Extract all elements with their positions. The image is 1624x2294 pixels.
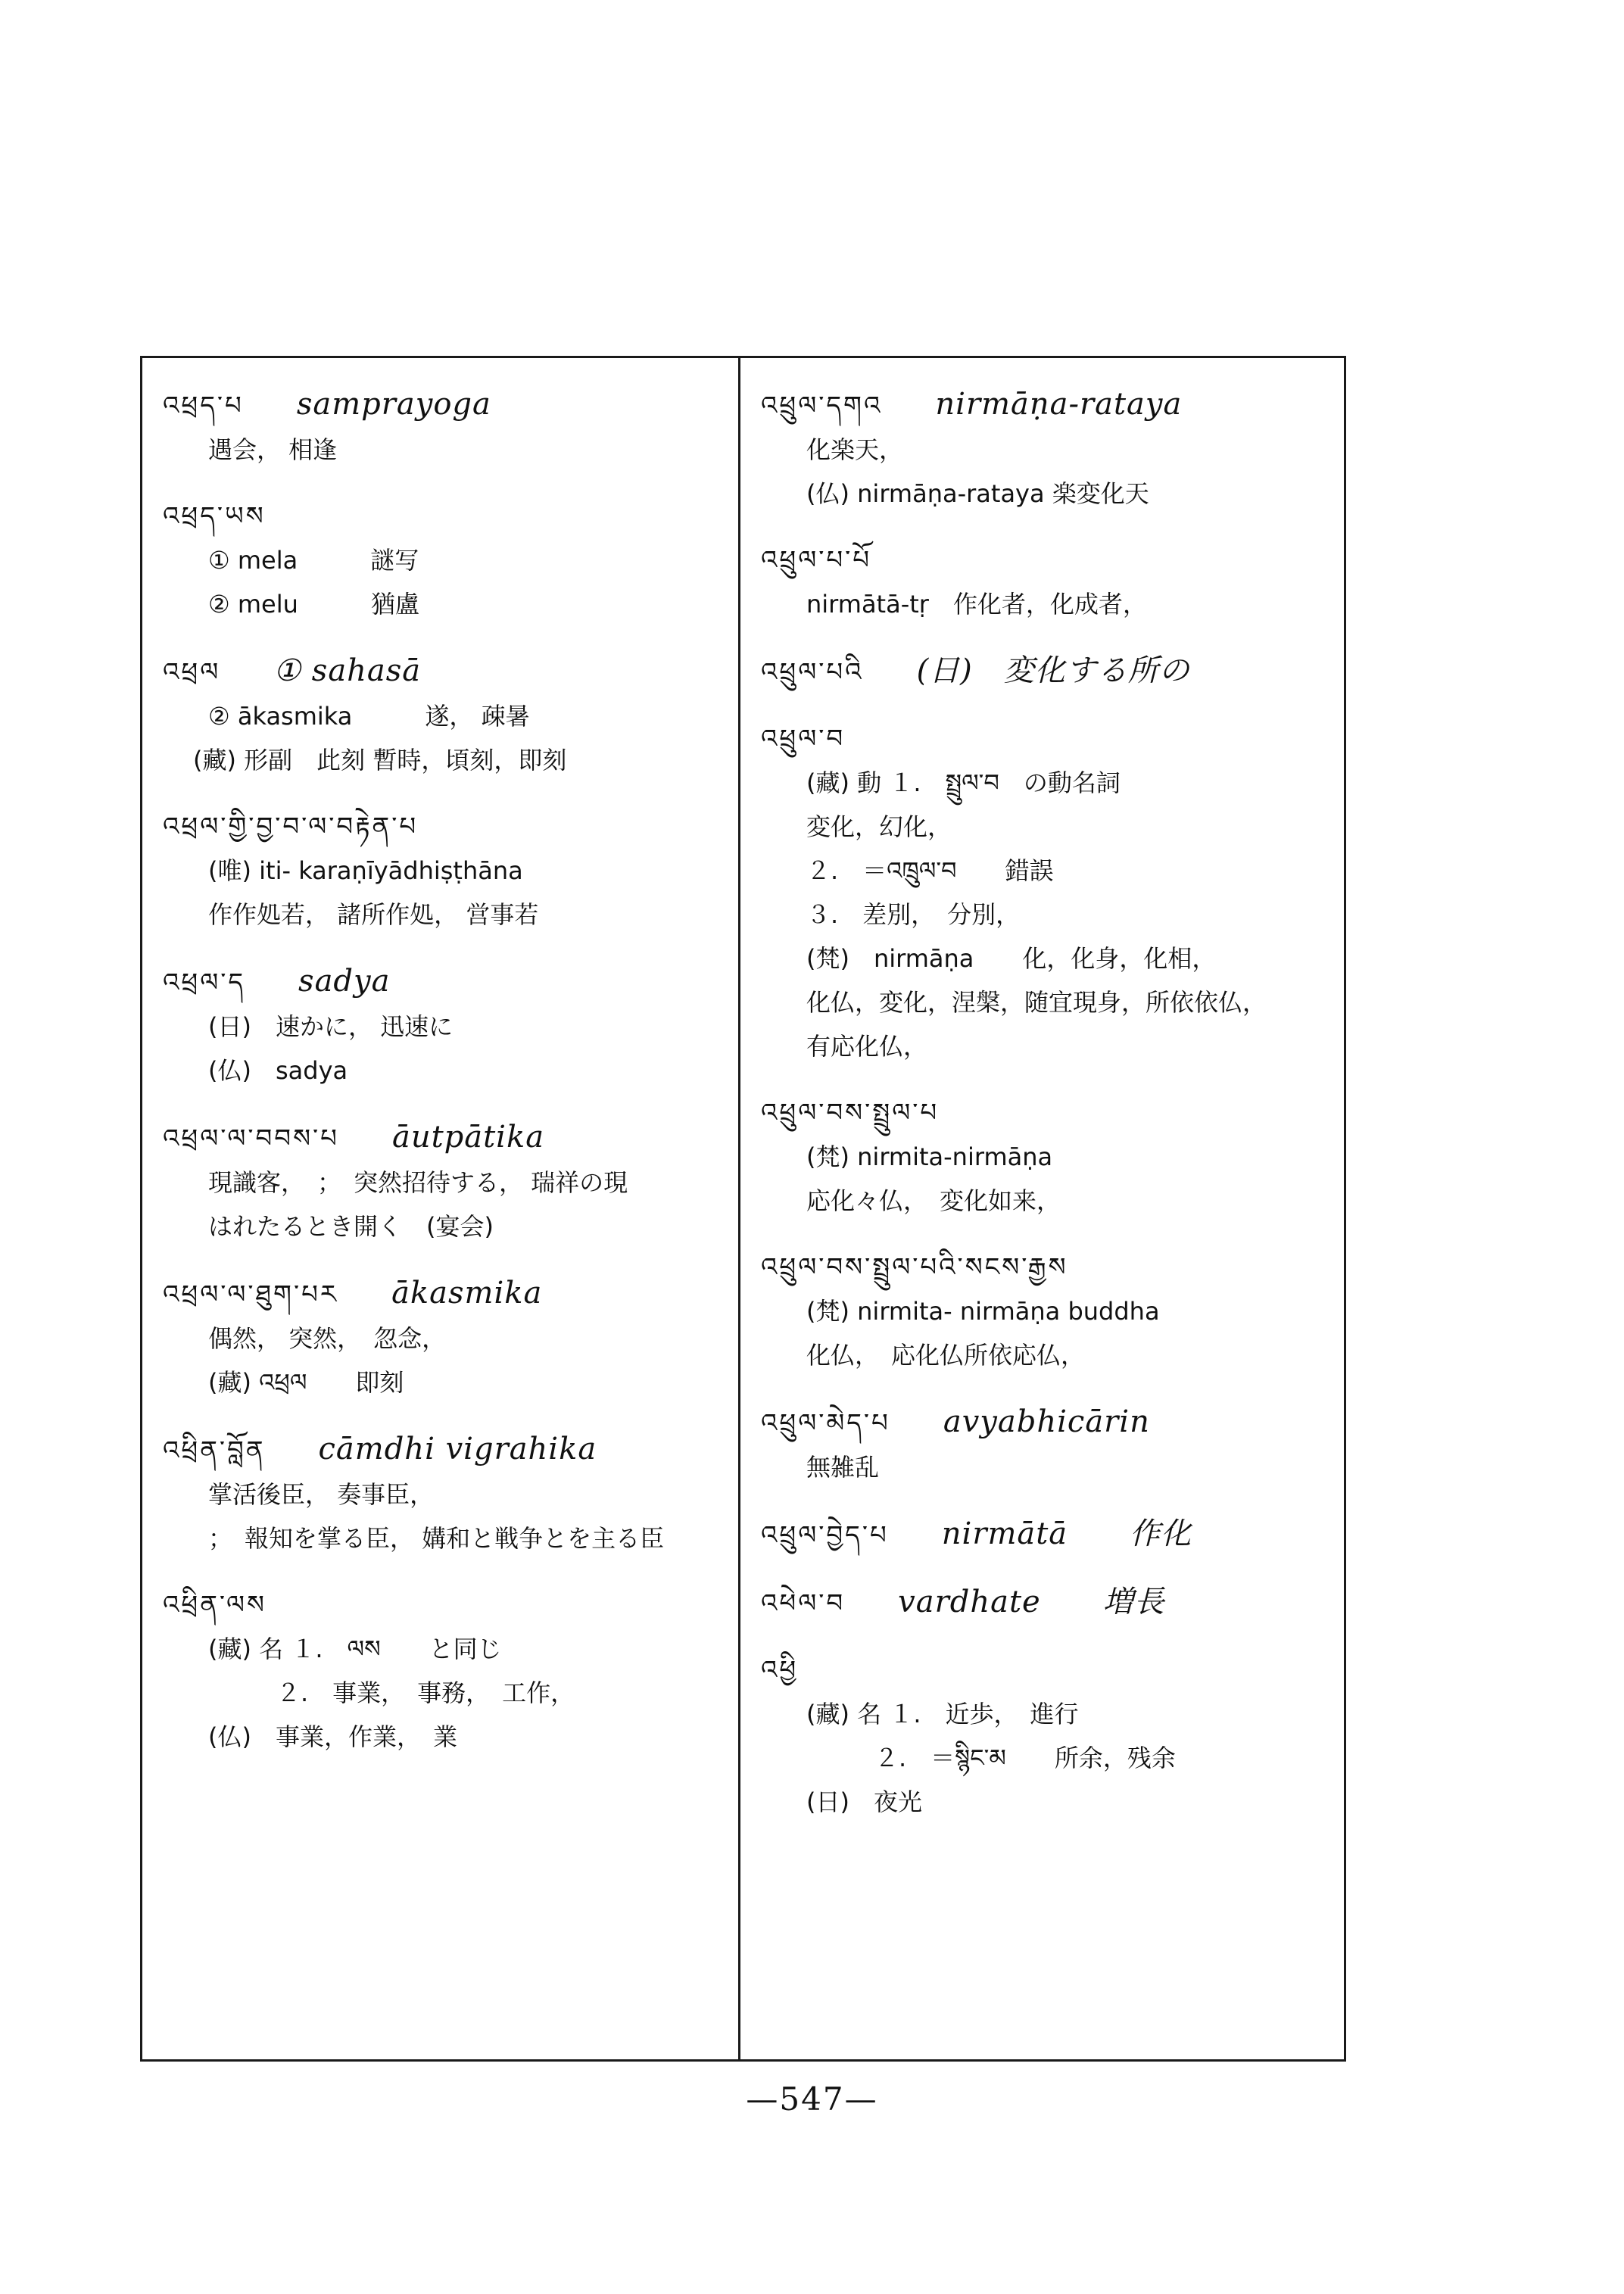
dictionary-entry bbox=[761, 538, 1336, 626]
tibetan-headword: འཕྲལ་ལ་བབས་པ bbox=[163, 1124, 339, 1154]
tibetan-headword: འཕྲད་པ bbox=[163, 391, 244, 421]
definition-line: (仏) 事業，作業， 業 bbox=[208, 1722, 457, 1751]
definition-line: ② melu 猶盧 bbox=[208, 590, 419, 619]
definition-line: (藏) འཕྲལ 即刻 bbox=[208, 1368, 404, 1397]
tibetan-headword: འཕྲུལ་པ་པོ bbox=[761, 545, 872, 575]
definition-line: 化仏，変化，涅槃，随宜現身，所依依仏， bbox=[806, 988, 1267, 1017]
definition-line: 作作処若， 諸所作処， 営事若 bbox=[208, 900, 539, 929]
dictionary-entry bbox=[163, 649, 738, 782]
definition-line: 変化，幻化， bbox=[806, 812, 952, 841]
dictionary-entry bbox=[163, 1115, 738, 1248]
definition-line: ２. ＝འཁྲུལ་བ 錯誤 bbox=[806, 856, 1054, 885]
tibetan-headword: འཕྲལ bbox=[163, 657, 221, 687]
left-column bbox=[163, 382, 738, 1781]
sanskrit-equivalent: ākasmika bbox=[391, 1276, 543, 1311]
dictionary-entry bbox=[163, 805, 738, 937]
tibetan-headword: འཕྲུལ་མེད་པ bbox=[761, 1408, 890, 1438]
definition-line: ２. ＝སྙིང་མ 所余，残余 bbox=[874, 1744, 1176, 1772]
sanskrit-equivalent: (日) 変化する所の bbox=[916, 653, 1190, 688]
dictionary-entry bbox=[163, 959, 738, 1092]
definition-line: 無雑乱 bbox=[806, 1453, 880, 1482]
definition-line: (藏) 形副 此刻 暫時，頃刻，即刻 bbox=[193, 746, 567, 775]
tibetan-headword: འཕྲལ་ལ་ཐུག་པར bbox=[163, 1279, 339, 1310]
tibetan-headword: འཕྲུལ་བས་སྤྲུལ་པ bbox=[761, 1098, 940, 1128]
dictionary-entry bbox=[163, 494, 738, 626]
dictionary-entry bbox=[163, 1583, 738, 1759]
sanskrit-equivalent: āutpātika bbox=[391, 1120, 545, 1155]
tibetan-headword: འཕྲལ་ད bbox=[163, 968, 246, 998]
sanskrit-equivalent: nirmāṇa-rataya bbox=[935, 387, 1183, 422]
definition-line: ２. 事業， 事務， 工作， bbox=[276, 1678, 575, 1707]
sanskrit-equivalent: avyabhicārin bbox=[943, 1404, 1150, 1439]
dictionary-entry bbox=[761, 649, 1336, 694]
definition-line: 化仏， 応化仏所依応仏， bbox=[806, 1341, 1086, 1370]
definition-line: (日) 夜光 bbox=[806, 1788, 922, 1816]
definition-line: 有応化仏， bbox=[806, 1032, 928, 1061]
definition-line: ② ākasmika 遂， 疎暑 bbox=[208, 702, 530, 731]
definition-line: (藏) 名 １. ལས と同じ bbox=[208, 1635, 502, 1663]
dictionary-entry bbox=[761, 1400, 1336, 1489]
tibetan-headword: འཕྲལ་གྱི་བྱ་བ་ལ་བརྟེན་པ bbox=[163, 812, 419, 842]
definition-line: ； 報知を掌る臣， 媾和と戦争とを主る臣 bbox=[208, 1524, 665, 1553]
dictionary-entry bbox=[761, 717, 1336, 1068]
column-divider bbox=[738, 356, 740, 2062]
dictionary-entry bbox=[163, 1271, 738, 1404]
definition-line: nirmātā-tṛ 作化者，化成者， bbox=[806, 590, 1147, 619]
sanskrit-equivalent: vardhate 増長 bbox=[898, 1585, 1165, 1619]
dictionary-entry bbox=[761, 1091, 1336, 1223]
sanskrit-equivalent: sadya bbox=[298, 964, 391, 999]
page-number: —547— bbox=[746, 2080, 878, 2118]
sanskrit-equivalent: ① sahasā bbox=[273, 653, 422, 688]
dictionary-entry bbox=[163, 382, 738, 472]
right-column bbox=[761, 382, 1336, 1847]
dictionary-entry bbox=[761, 1245, 1336, 1377]
tibetan-headword: འཕྱི bbox=[761, 1655, 799, 1685]
definition-line: (梵) nirmāṇa 化，化身，化相， bbox=[806, 944, 1217, 973]
tibetan-headword: འཕེལ་བ bbox=[761, 1588, 846, 1619]
definition-line: 偶然， 突然， 忽念， bbox=[208, 1324, 447, 1353]
definition-line: (仏) nirmāṇa-rataya 楽変化天 bbox=[806, 479, 1149, 508]
sanskrit-equivalent: nirmātā 作化 bbox=[941, 1516, 1192, 1551]
definition-line: (仏) sadya bbox=[208, 1056, 348, 1085]
definition-line: 掌活後臣， 奏事臣， bbox=[208, 1480, 435, 1509]
definition-line: (梵) nirmita- nirmāṇa buddha bbox=[806, 1297, 1160, 1326]
sanskrit-equivalent: cāmdhi vigrahika bbox=[318, 1432, 597, 1466]
dictionary-entry bbox=[761, 1580, 1336, 1625]
definition-line: (藏) 名 １. 近歩， 進行 bbox=[806, 1700, 1079, 1728]
definition-line: 応化々仏， 変化如来， bbox=[806, 1186, 1061, 1215]
definition-line: ３. 差別， 分別， bbox=[806, 900, 1021, 929]
tibetan-headword: འཕྲུལ་བ bbox=[761, 724, 846, 754]
definition-line: ① mela 謎写 bbox=[208, 546, 419, 575]
definition-line: (日) 速かに， 迅速に bbox=[208, 1012, 454, 1041]
tibetan-headword: འཕྲད་ཡས bbox=[163, 501, 266, 531]
dictionary-entry bbox=[761, 1512, 1336, 1557]
definition-line: (藏) 動 １. སྤྲུལ་བ の動名詞 bbox=[806, 768, 1121, 797]
definition-line: はれたるとき開く (宴会) bbox=[208, 1212, 494, 1241]
tibetan-headword: འཕྲུལ་བས་སྤྲུལ་པའི་སངས་རྒྱས bbox=[761, 1252, 1068, 1283]
tibetan-headword: འཕྲུལ་པའི bbox=[761, 657, 864, 687]
definition-line: (唯) iti- karaṇīyādhiṣṭhāna bbox=[208, 856, 523, 885]
tibetan-headword: འཕྲིན་བློན bbox=[163, 1435, 266, 1466]
dictionary-entry bbox=[761, 1648, 1336, 1824]
dictionary-entry bbox=[163, 1427, 738, 1560]
tibetan-headword: འཕྲུལ་དགའ bbox=[761, 391, 883, 421]
dictionary-entry bbox=[761, 382, 1336, 516]
definition-line: 現識客， ； 突然招待する， 瑞祥の現 bbox=[208, 1168, 628, 1197]
sanskrit-equivalent: samprayoga bbox=[296, 387, 491, 422]
definition-line: 化楽天， bbox=[806, 435, 904, 464]
tibetan-headword: འཕྲུལ་བྱེད་པ bbox=[761, 1520, 889, 1551]
definition-line: (梵) nirmita-nirmāṇa bbox=[806, 1142, 1053, 1171]
definition-line: 遇会， 相逢 bbox=[208, 435, 338, 464]
tibetan-headword: འཕྲིན་ལས bbox=[163, 1590, 267, 1620]
